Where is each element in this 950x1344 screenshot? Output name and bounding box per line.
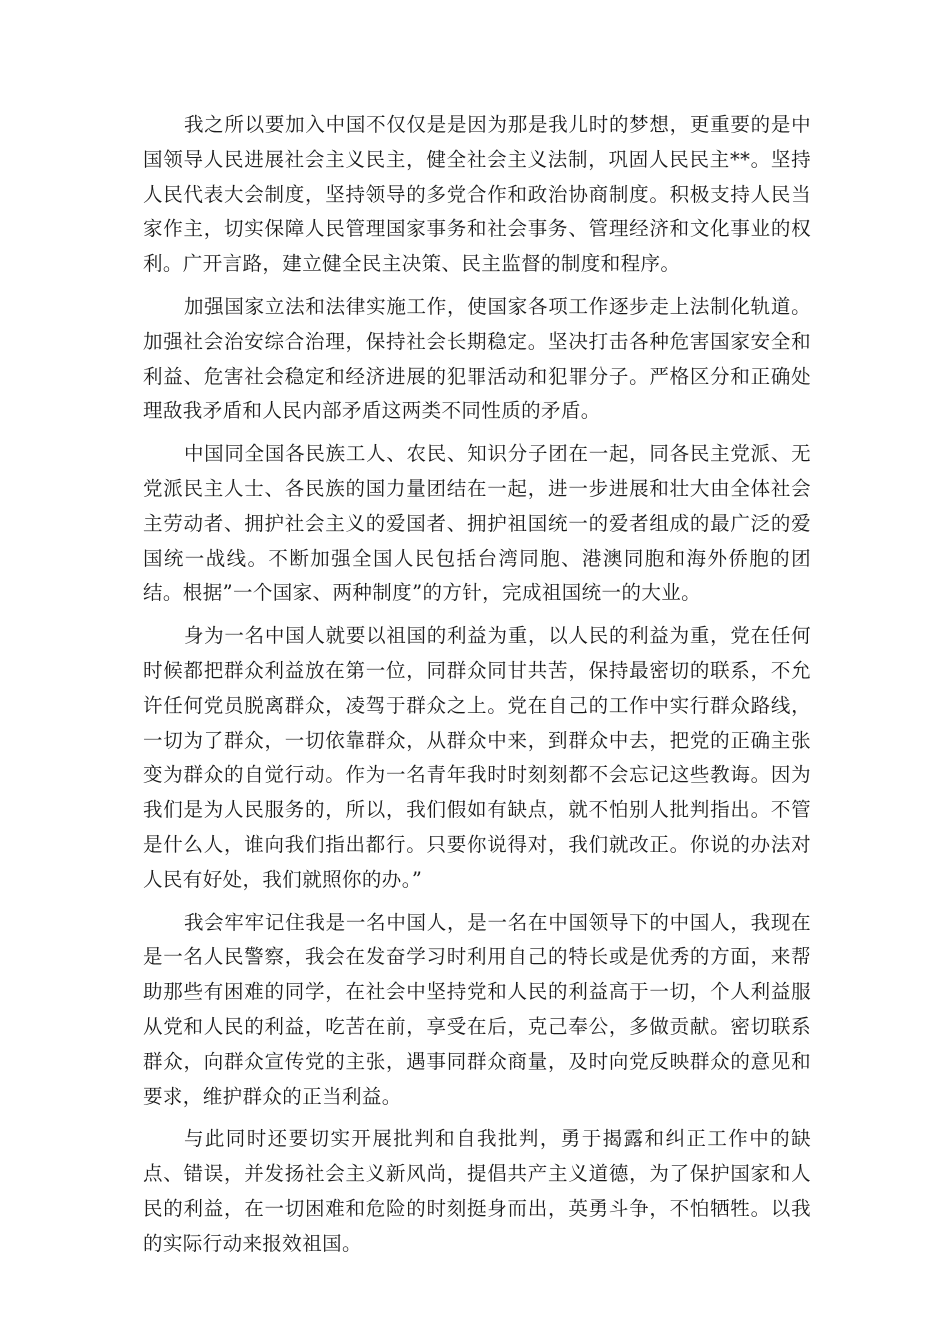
paragraph-6: 与此同时还要切实开展批判和自我批判，勇于揭露和纠正工作中的缺点、错误，并发扬社会主义新风尚，提倡共产主义道德，为了保护国家和人民的利益，在一切困难和危险的时刻挺身而出，英勇斗争，不怕牺牲。以我的实际行动来报效祖国。 xyxy=(143,1127,811,1255)
paragraph-4: 身为一名中国人就要以祖国的利益为重，以人民的利益为重，党在任何时候都把群众利益放在第一位，同群众同甘共苦，保持最密切的联系，不允许任何党员脱离群众，凌驾于群众之上。党在自己的工作中实行群众路线，一切为了群众，一切依靠群众，从群众中来，到群众中去，把党的正确主张变为群众的自觉行动。作为一名青年我时时刻刻都不会忘记这些教诲。因为我们是为人民服务的，所以，我们假如有缺点，就不怕别人批判指出。不管是什么人，谁向我们指出都行。只要你说得对，我们就改正。你说的办法对人民有好处，我们就照你的办。” xyxy=(143,624,811,891)
paragraph-3: 中国同全国各民族工人、农民、知识分子团在一起，同各民主党派、无党派民主人士、各民族的国力量团结在一起，进一步进展和壮大由全体社会主劳动者、拥护社会主义的爱国者、拥护祖国统一的爱者组成的最广泛的爱国统一战线。不断加强全国人民包括台湾同胞、港澳同胞和海外侨胞的团结。根据”一个国家、两种制度”的方针，完成祖国统一的大业。 xyxy=(143,442,811,605)
paragraph-5: 我会牢牢记住我是一名中国人，是一名在中国领导下的中国人，我现在是一名人民警察，我会在发奋学习时利用自己的特长或是优秀的方面，来帮助那些有困难的同学，在社会中坚持党和人民的利益高于一切，个人利益服从党和人民的利益，吃苦在前，享受在后，克己奉公，多做贡献。密切联系群众，向群众宣传党的主张，遇事同群众商量，及时向党反映群众的意见和要求，维护群众的正当利益。 xyxy=(143,910,811,1108)
paragraph-2: 加强国家立法和法律实施工作，使国家各项工作逐步走上法制化轨道。加强社会治安综合治理，保持社会长期稳定。坚决打击各种危害国家安全和利益、危害社会稳定和经济进展的犯罪活动和犯罪分子。严格区分和正确处理敌我矛盾和人民内部矛盾这两类不同性质的矛盾。 xyxy=(143,294,811,423)
paragraph-1: 我之所以要加入中国不仅仅是是因为那是我儿时的梦想，更重要的是中国领导人民进展社会主义民主，健全社会主义法制，巩固人民民主**。坚持人民代表大会制度，坚持领导的多党合作和政治协商制度。积极支持人民当家作主，切实保障人民管理国家事务和社会事务、管理经济和文化事业的权利。广开言路，建立健全民主决策、民主监督的制度和程序。 xyxy=(143,113,811,276)
document-body xyxy=(143,108,811,1270)
